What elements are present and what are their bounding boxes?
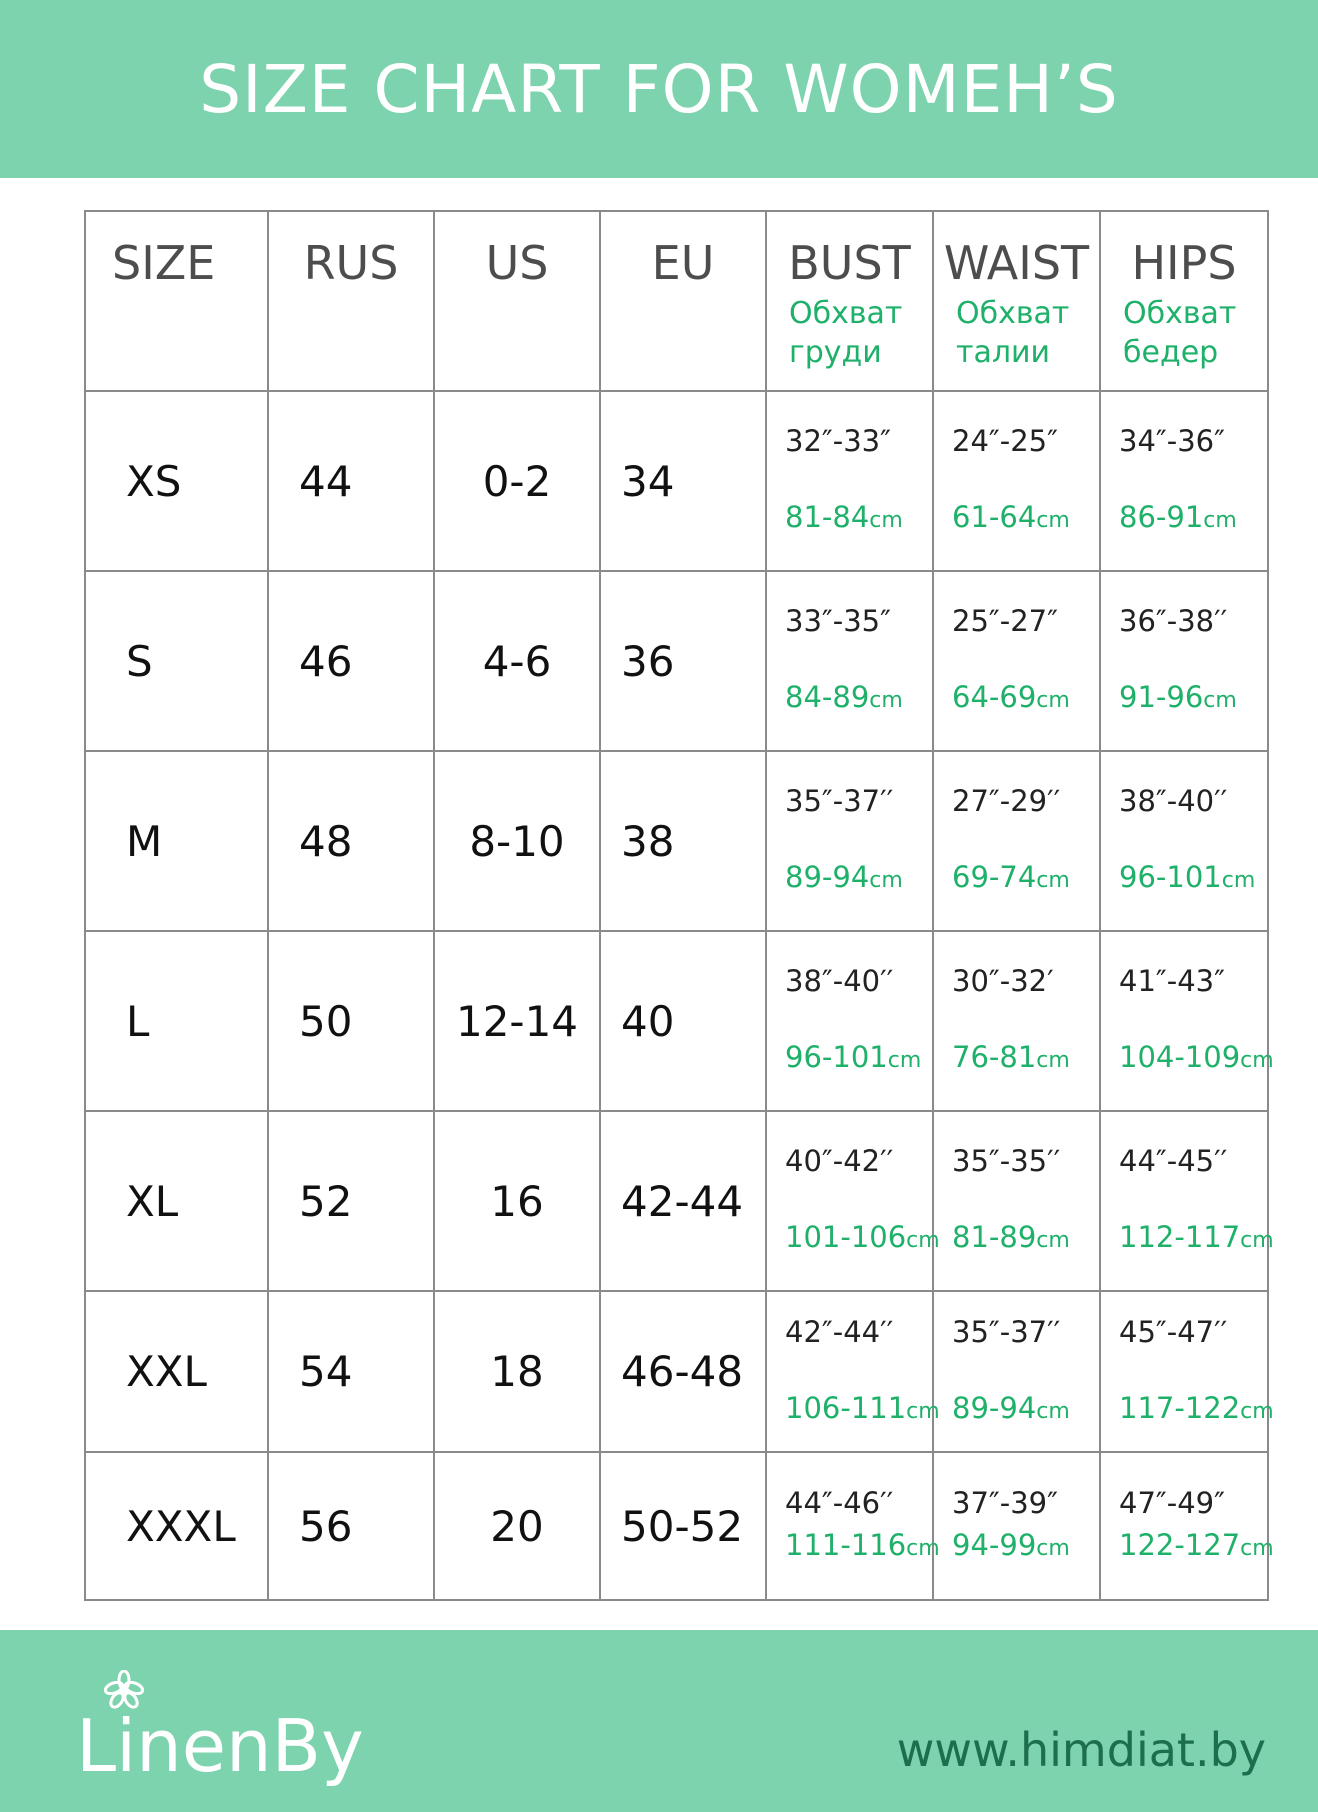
waist-inches: 27″-29′′ xyxy=(952,784,1061,818)
column-header-eu: EU xyxy=(600,211,766,391)
bust-inches: 33″-35″ xyxy=(785,604,891,638)
waist-cell xyxy=(933,1111,1100,1291)
bust-cell xyxy=(766,1291,940,1452)
bust-cm-value: 81-84 xyxy=(785,500,870,534)
unit-label: cm xyxy=(1036,508,1070,533)
us-cell: 18 xyxy=(434,1291,600,1452)
hips-cell xyxy=(1100,931,1274,1111)
table-row xyxy=(85,1111,1268,1291)
size-cell: L xyxy=(85,931,268,1111)
bust-inches: 44″-46′′ xyxy=(785,1486,894,1520)
waist-cm-value: 61-64 xyxy=(952,500,1037,534)
table-row xyxy=(85,571,1268,751)
bust-cell xyxy=(766,571,933,751)
size-cell: XS xyxy=(85,391,268,571)
size-cell: M xyxy=(85,751,268,931)
hips-centimeters xyxy=(1119,679,1267,719)
column-header-bust: BUST Обхват груди xyxy=(766,211,933,391)
bust-centimeters xyxy=(785,859,932,899)
us-cell: 20 xyxy=(434,1452,600,1600)
size-cell: XXL xyxy=(85,1291,268,1452)
unit-label: cm xyxy=(1240,1398,1274,1424)
size-cell: S xyxy=(85,571,268,751)
unit-label: cm xyxy=(1240,1048,1274,1073)
column-header-us: US xyxy=(434,211,600,391)
column-header-waist: WAIST Обхват талии xyxy=(933,211,1100,391)
footer-banner xyxy=(0,1630,1318,1812)
waist-inches: 35″-37′′ xyxy=(952,1314,1061,1349)
waist-centimeters xyxy=(952,859,1099,899)
us-cell: 8-10 xyxy=(434,751,600,931)
unit-label: cm xyxy=(906,1228,940,1253)
bust-cm-value: 111-116 xyxy=(785,1528,907,1562)
table-row xyxy=(85,1452,1268,1600)
unit-label: cm xyxy=(1036,1398,1070,1424)
unit-label: cm xyxy=(869,688,903,713)
unit-label: cm xyxy=(887,1048,922,1073)
brand-name: LinenBy xyxy=(76,1704,364,1788)
waist-centimeters xyxy=(952,1219,1099,1259)
bust-cell xyxy=(766,391,933,571)
waist-centimeters xyxy=(952,1039,1099,1079)
unit-label: cm xyxy=(1036,1536,1070,1561)
unit-label: cm xyxy=(1203,508,1237,533)
table-row xyxy=(85,931,1268,1111)
waist-cell xyxy=(933,1452,1100,1600)
hips-inches: 47″-49″ xyxy=(1119,1486,1225,1520)
us-cell: 4-6 xyxy=(434,571,600,751)
header-banner xyxy=(0,0,1318,178)
table-row xyxy=(85,391,1268,571)
eu-cell: 42-44 xyxy=(600,1111,766,1291)
waist-centimeters xyxy=(952,1390,1099,1430)
hips-ru-line1: Обхват xyxy=(1123,296,1237,331)
eu-cell: 46-48 xyxy=(600,1291,766,1452)
hips-cm-value: 91-96 xyxy=(1119,680,1204,714)
hips-centimeters xyxy=(1119,1039,1274,1079)
rus-cell: 50 xyxy=(268,931,434,1111)
rus-cell: 44 xyxy=(268,391,434,571)
eu-cell: 50-52 xyxy=(600,1452,766,1600)
us-cell: 0-2 xyxy=(434,391,600,571)
hips-cell xyxy=(1100,751,1268,931)
bust-cm-value: 89-94 xyxy=(785,860,870,894)
page-title: SIZE CHART FOR WOMEH’S xyxy=(199,50,1119,128)
hips-cell xyxy=(1100,1111,1274,1291)
hips-ru-line2: бедер xyxy=(1123,335,1219,370)
bust-cm-value: 101-106 xyxy=(785,1220,907,1254)
bust-cell xyxy=(766,1452,940,1600)
eu-cell: 36 xyxy=(600,571,766,751)
brand-logo xyxy=(76,1670,376,1790)
hips-inches: 45″-47′′ xyxy=(1119,1314,1228,1349)
hips-inches: 41″-43″ xyxy=(1119,964,1225,998)
bust-inches: 35″-37′′ xyxy=(785,784,894,818)
hips-centimeters xyxy=(1119,1390,1274,1430)
hips-inches: 44″-45′′ xyxy=(1119,1144,1228,1178)
unit-label: cm xyxy=(1036,688,1070,713)
hips-cm-value: 122-127 xyxy=(1119,1528,1241,1562)
size-cell: XXXL xyxy=(85,1452,268,1600)
unit-label: cm xyxy=(1036,1048,1070,1073)
rus-cell: 52 xyxy=(268,1111,434,1291)
rus-cell: 56 xyxy=(268,1452,434,1600)
unit-label: cm xyxy=(1240,1536,1274,1561)
waist-cm-value: 94-99 xyxy=(952,1528,1037,1562)
size-cell: XL xyxy=(85,1111,268,1291)
unit-label: cm xyxy=(1036,1228,1070,1253)
rus-cell: 46 xyxy=(268,571,434,751)
waist-inches: 30″-32′ xyxy=(952,964,1054,998)
bust-inches: 32″-33″ xyxy=(785,424,891,458)
bust-inches: 40″-42′′ xyxy=(785,1144,894,1178)
bust-centimeters xyxy=(785,1390,940,1430)
unit-label: cm xyxy=(869,868,903,893)
hips-cm-value: 117-122 xyxy=(1119,1390,1241,1425)
table-header-row xyxy=(85,211,1268,391)
hips-cm-value: 104-109 xyxy=(1119,1040,1241,1074)
waist-ru-line2: талии xyxy=(956,335,1051,370)
bust-ru-line1: Обхват xyxy=(789,296,903,331)
unit-label: cm xyxy=(906,1398,940,1424)
waist-cm-value: 76-81 xyxy=(952,1040,1037,1074)
waist-centimeters xyxy=(952,1527,1099,1567)
us-cell: 12-14 xyxy=(434,931,600,1111)
bust-centimeters xyxy=(785,679,932,719)
size-chart-table xyxy=(84,210,1274,1601)
hips-cm-value: 86-91 xyxy=(1119,500,1204,534)
bust-inches: 42″-44′′ xyxy=(785,1314,894,1349)
rus-cell: 54 xyxy=(268,1291,434,1452)
waist-cm-value: 89-94 xyxy=(952,1390,1037,1425)
rus-cell: 48 xyxy=(268,751,434,931)
bust-cell xyxy=(766,751,933,931)
waist-cell xyxy=(933,931,1100,1111)
hips-centimeters xyxy=(1119,499,1267,539)
bust-cell xyxy=(766,931,933,1111)
table-row xyxy=(85,1291,1268,1452)
bust-cm-value: 96-101 xyxy=(785,1040,888,1074)
hips-cm-value: 96-101 xyxy=(1119,860,1222,894)
hips-inches: 36″-38′′ xyxy=(1119,604,1228,638)
column-header-size: SIZE xyxy=(85,211,268,391)
unit-label: cm xyxy=(869,508,903,533)
eu-cell: 38 xyxy=(600,751,766,931)
hips-centimeters xyxy=(1119,859,1267,899)
waist-cell xyxy=(933,571,1100,751)
hips-cm-value: 112-117 xyxy=(1119,1220,1241,1254)
hips-cell xyxy=(1100,1452,1274,1600)
hips-cell xyxy=(1100,1291,1274,1452)
waist-ru-line1: Обхват xyxy=(956,296,1070,331)
hips-inches: 38″-40′′ xyxy=(1119,784,1228,818)
eu-cell: 40 xyxy=(600,931,766,1111)
waist-cell xyxy=(933,391,1100,571)
bust-cm-value: 84-89 xyxy=(785,680,870,714)
bust-ru-line2: груди xyxy=(789,335,882,370)
unit-label: cm xyxy=(1036,868,1070,893)
waist-inches: 24″-25″ xyxy=(952,424,1058,458)
column-header-hips: HIPS Обхват бедер xyxy=(1100,211,1268,391)
hips-inches: 34″-36″ xyxy=(1119,424,1225,458)
table-row xyxy=(85,751,1268,931)
bust-inches: 38″-40′′ xyxy=(785,964,894,998)
bust-centimeters xyxy=(785,1219,940,1259)
waist-inches: 35″-35′′ xyxy=(952,1144,1061,1178)
waist-cm-value: 81-89 xyxy=(952,1220,1037,1254)
waist-cm-value: 64-69 xyxy=(952,680,1037,714)
waist-centimeters xyxy=(952,499,1099,539)
column-header-rus: RUS xyxy=(268,211,434,391)
bust-centimeters xyxy=(785,1039,932,1079)
website-url: www.himdiat.by xyxy=(896,1723,1266,1777)
bust-centimeters xyxy=(785,499,932,539)
unit-label: cm xyxy=(906,1536,940,1561)
waist-centimeters xyxy=(952,679,1099,719)
hips-cell xyxy=(1100,571,1268,751)
us-cell: 16 xyxy=(434,1111,600,1291)
waist-cell xyxy=(933,751,1100,931)
waist-inches: 37″-39″ xyxy=(952,1486,1058,1520)
waist-cell xyxy=(933,1291,1100,1452)
unit-label: cm xyxy=(1221,868,1256,893)
bust-centimeters xyxy=(785,1527,940,1567)
waist-cm-value: 69-74 xyxy=(952,860,1037,894)
bust-cell xyxy=(766,1111,940,1291)
eu-cell: 34 xyxy=(600,391,766,571)
hips-centimeters xyxy=(1119,1527,1274,1567)
unit-label: cm xyxy=(1240,1228,1274,1253)
unit-label: cm xyxy=(1203,688,1237,713)
bust-cm-value: 106-111 xyxy=(785,1390,907,1425)
hips-centimeters xyxy=(1119,1219,1274,1259)
waist-inches: 25″-27″ xyxy=(952,604,1058,638)
hips-cell xyxy=(1100,391,1268,571)
